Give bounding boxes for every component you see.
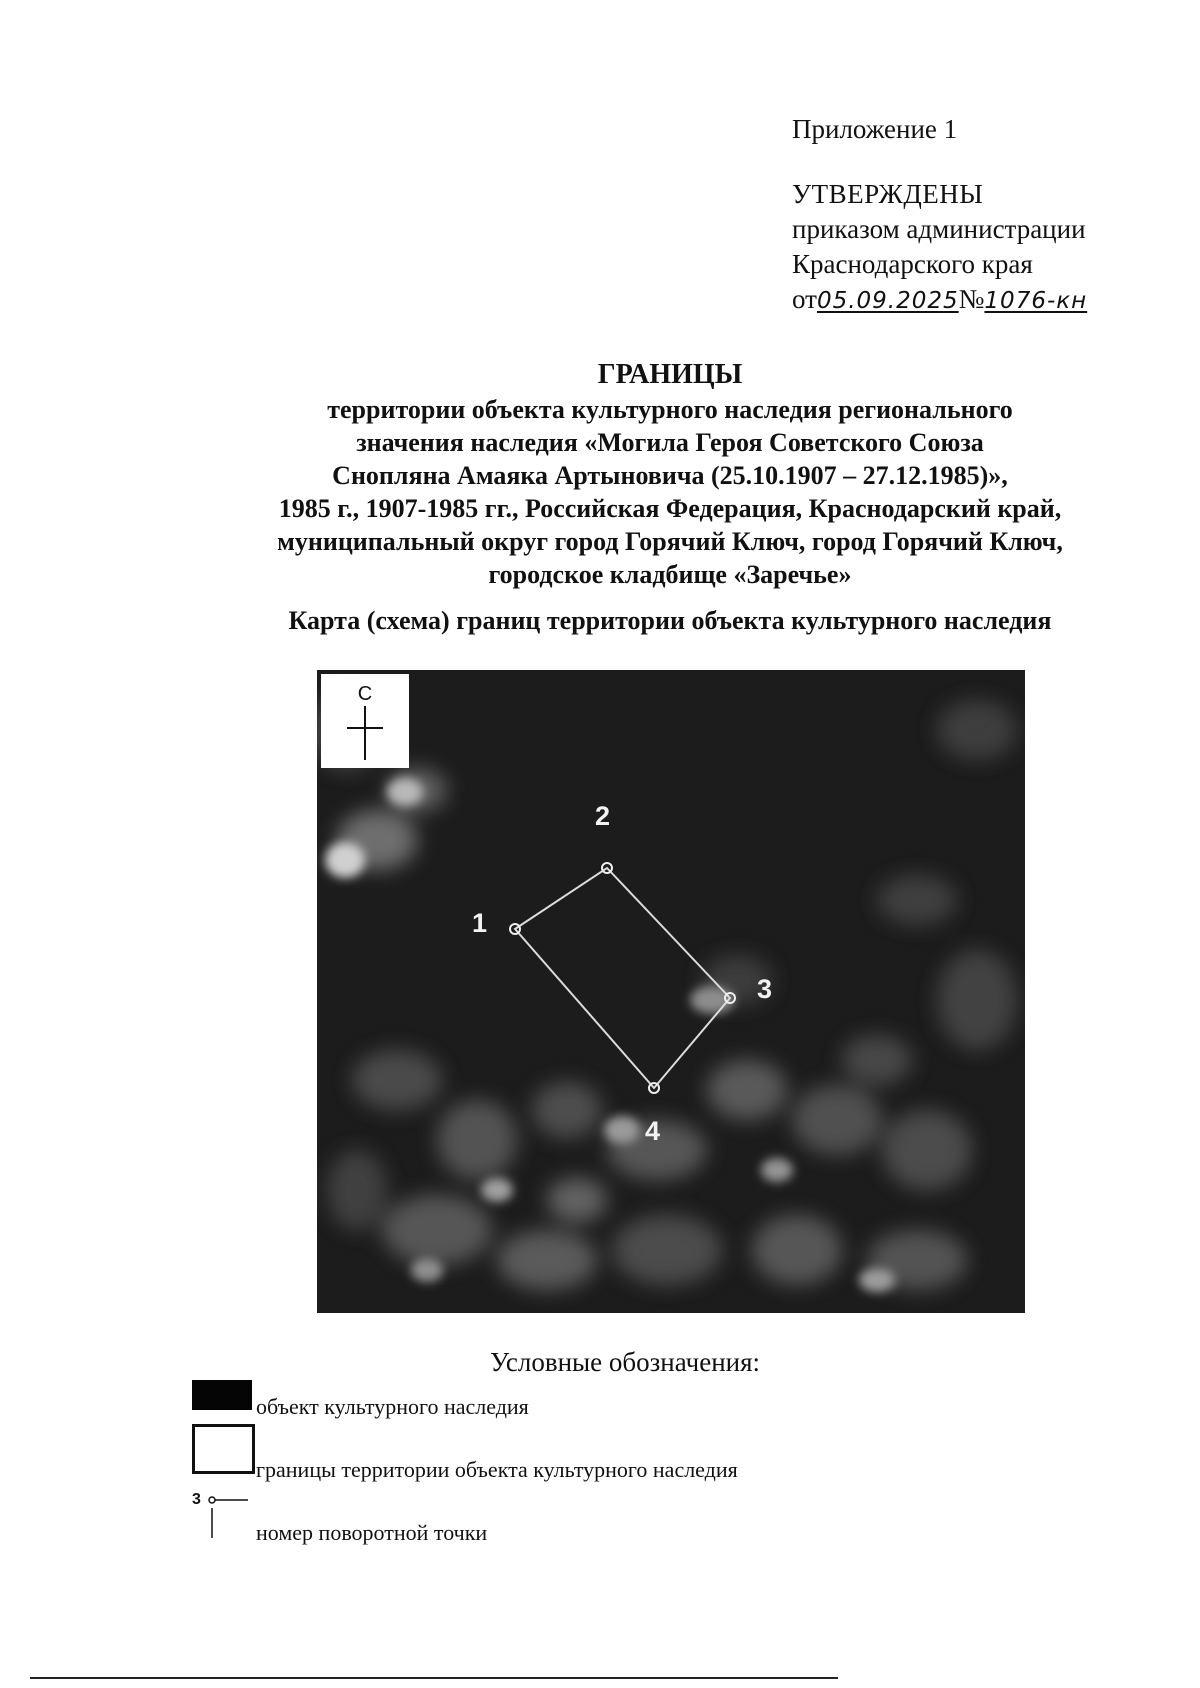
legend-title: Условные обозначения:: [490, 1347, 761, 1377]
title-line: муниципальный округ город Горячий Ключ, город Горячий Ключ,: [277, 527, 1063, 556]
boundary-map: [317, 670, 1025, 1313]
handwritten-date: 05.09.2025: [816, 288, 959, 314]
date-prefix: от: [792, 284, 817, 314]
legend-label-boundary: границы территории объекта культурного наследия: [256, 1457, 738, 1482]
legend-swatch-boundary: [192, 1424, 255, 1474]
title-line: Снопляна Амаяка Артыновича (25.10.1907 – 27.12.1985)»,: [332, 461, 1008, 490]
bottom-divider: [30, 1677, 838, 1679]
title-line: территории объекта культурного наследия регионального: [327, 395, 1013, 424]
document-title: [120, 358, 1200, 591]
legend-point-circle: [209, 1497, 215, 1503]
date-number-line: [792, 282, 1087, 319]
appendix-label: Приложение 1: [792, 114, 958, 144]
legend-point-sample: 3: [192, 1491, 201, 1508]
legend-swatch-object: [192, 1380, 252, 1410]
order-line-2: Краснодарского края: [792, 249, 1033, 279]
approved-label: УТВЕРЖДЕНЫ: [792, 179, 984, 209]
map-heading: Карта (схема) границ территории объекта культурного наследия: [288, 606, 1052, 635]
approval-block: [792, 112, 1087, 319]
map-svg: [317, 670, 1025, 1313]
north-label: С: [357, 683, 373, 705]
point-label-2: 2: [595, 801, 611, 831]
title-line: городское кладбище «Заречье»: [488, 560, 852, 589]
title-line: значения наследия «Могила Героя Советского Союза: [356, 428, 984, 457]
legend-label-point: номер поворотной точки: [256, 1520, 488, 1545]
order-line-1: приказом администрации: [792, 214, 1086, 244]
point-label-4: 4: [645, 1116, 661, 1146]
point-label-1: 1: [472, 908, 488, 938]
handwritten-number: 1076-кн: [984, 288, 1088, 314]
title-main: ГРАНИЦЫ: [597, 359, 743, 390]
legend-label-object: объект культурного наследия: [256, 1394, 529, 1419]
title-line: 1985 г., 1907-1985 гг., Российская Федерация, Краснодарский край,: [278, 494, 1062, 523]
number-sign: №: [958, 284, 985, 314]
point-label-3: 3: [757, 974, 773, 1004]
legend-point-icon: [190, 1484, 254, 1542]
